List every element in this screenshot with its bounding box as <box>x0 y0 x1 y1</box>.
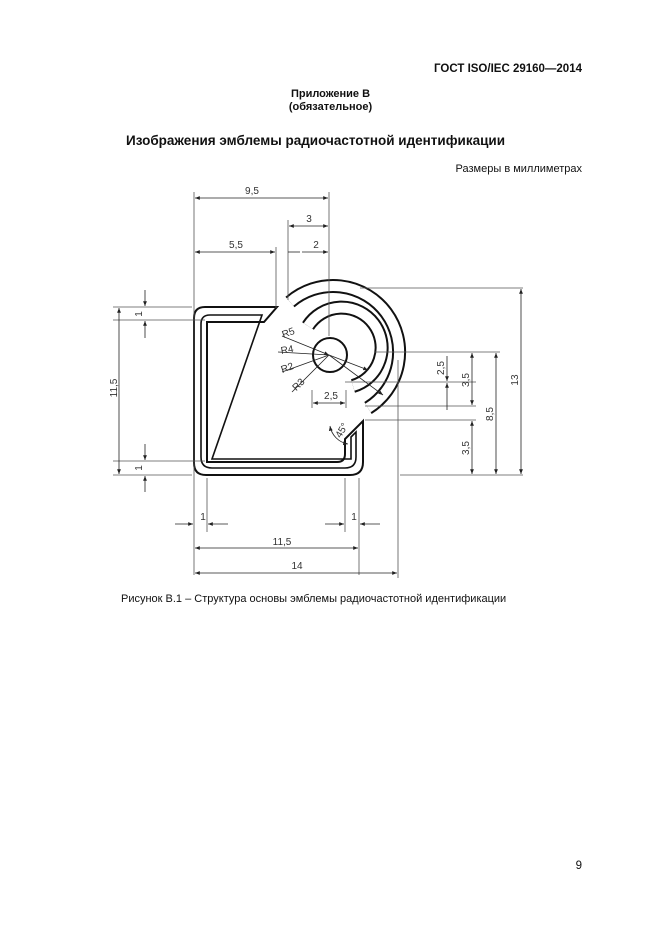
dim-left-1-bottom: 1 <box>134 465 145 471</box>
dim-bottom-14: 14 <box>291 561 303 572</box>
dim-bottom-11-5: 11,5 <box>272 537 292 548</box>
annex-title: Приложение В <box>290 88 371 100</box>
dim-right-3-5-top: 3,5 <box>461 373 472 387</box>
dim-r2: R2 <box>279 361 296 376</box>
radio-arcs <box>290 286 399 408</box>
dim-top-9-5: 9,5 <box>245 186 259 197</box>
dim-angle-45: 45° <box>333 421 351 441</box>
dim-top-2: 2 <box>313 240 319 251</box>
page-number: 9 <box>575 860 582 872</box>
dim-bottom-1-left: 1 <box>200 512 206 523</box>
section-title: Изображения эмблемы радиочастотной идентификации <box>126 133 505 148</box>
dim-right-3-5-bottom: 3,5 <box>461 441 472 455</box>
dim-left-11-5: 11,5 <box>109 378 120 398</box>
figure-caption: Рисунок В.1 – Структура основы эмблемы радиочастотной идентификации <box>121 593 507 605</box>
dim-r5: R5 <box>280 326 297 341</box>
dimension-labels <box>109 186 521 572</box>
dim-bottom-1-right: 1 <box>351 512 357 523</box>
dim-right-13: 13 <box>510 374 521 386</box>
dim-right-2-5: 2,5 <box>436 361 447 375</box>
units-note: Размеры в миллиметрах <box>455 163 582 175</box>
dim-r3: R3 <box>290 376 308 394</box>
standard-code: ГОСТ ISO/IEC 29160—2014 <box>434 63 582 75</box>
dim-top-5-5: 5,5 <box>229 240 243 251</box>
dim-r4: R4 <box>280 343 295 358</box>
dim-right-8-5: 8,5 <box>485 407 496 421</box>
dim-left-1-top: 1 <box>134 311 145 317</box>
dim-inner-2-5: 2,5 <box>324 391 338 402</box>
annex-status: (обязательное) <box>288 101 373 113</box>
dim-top-3: 3 <box>306 214 312 225</box>
